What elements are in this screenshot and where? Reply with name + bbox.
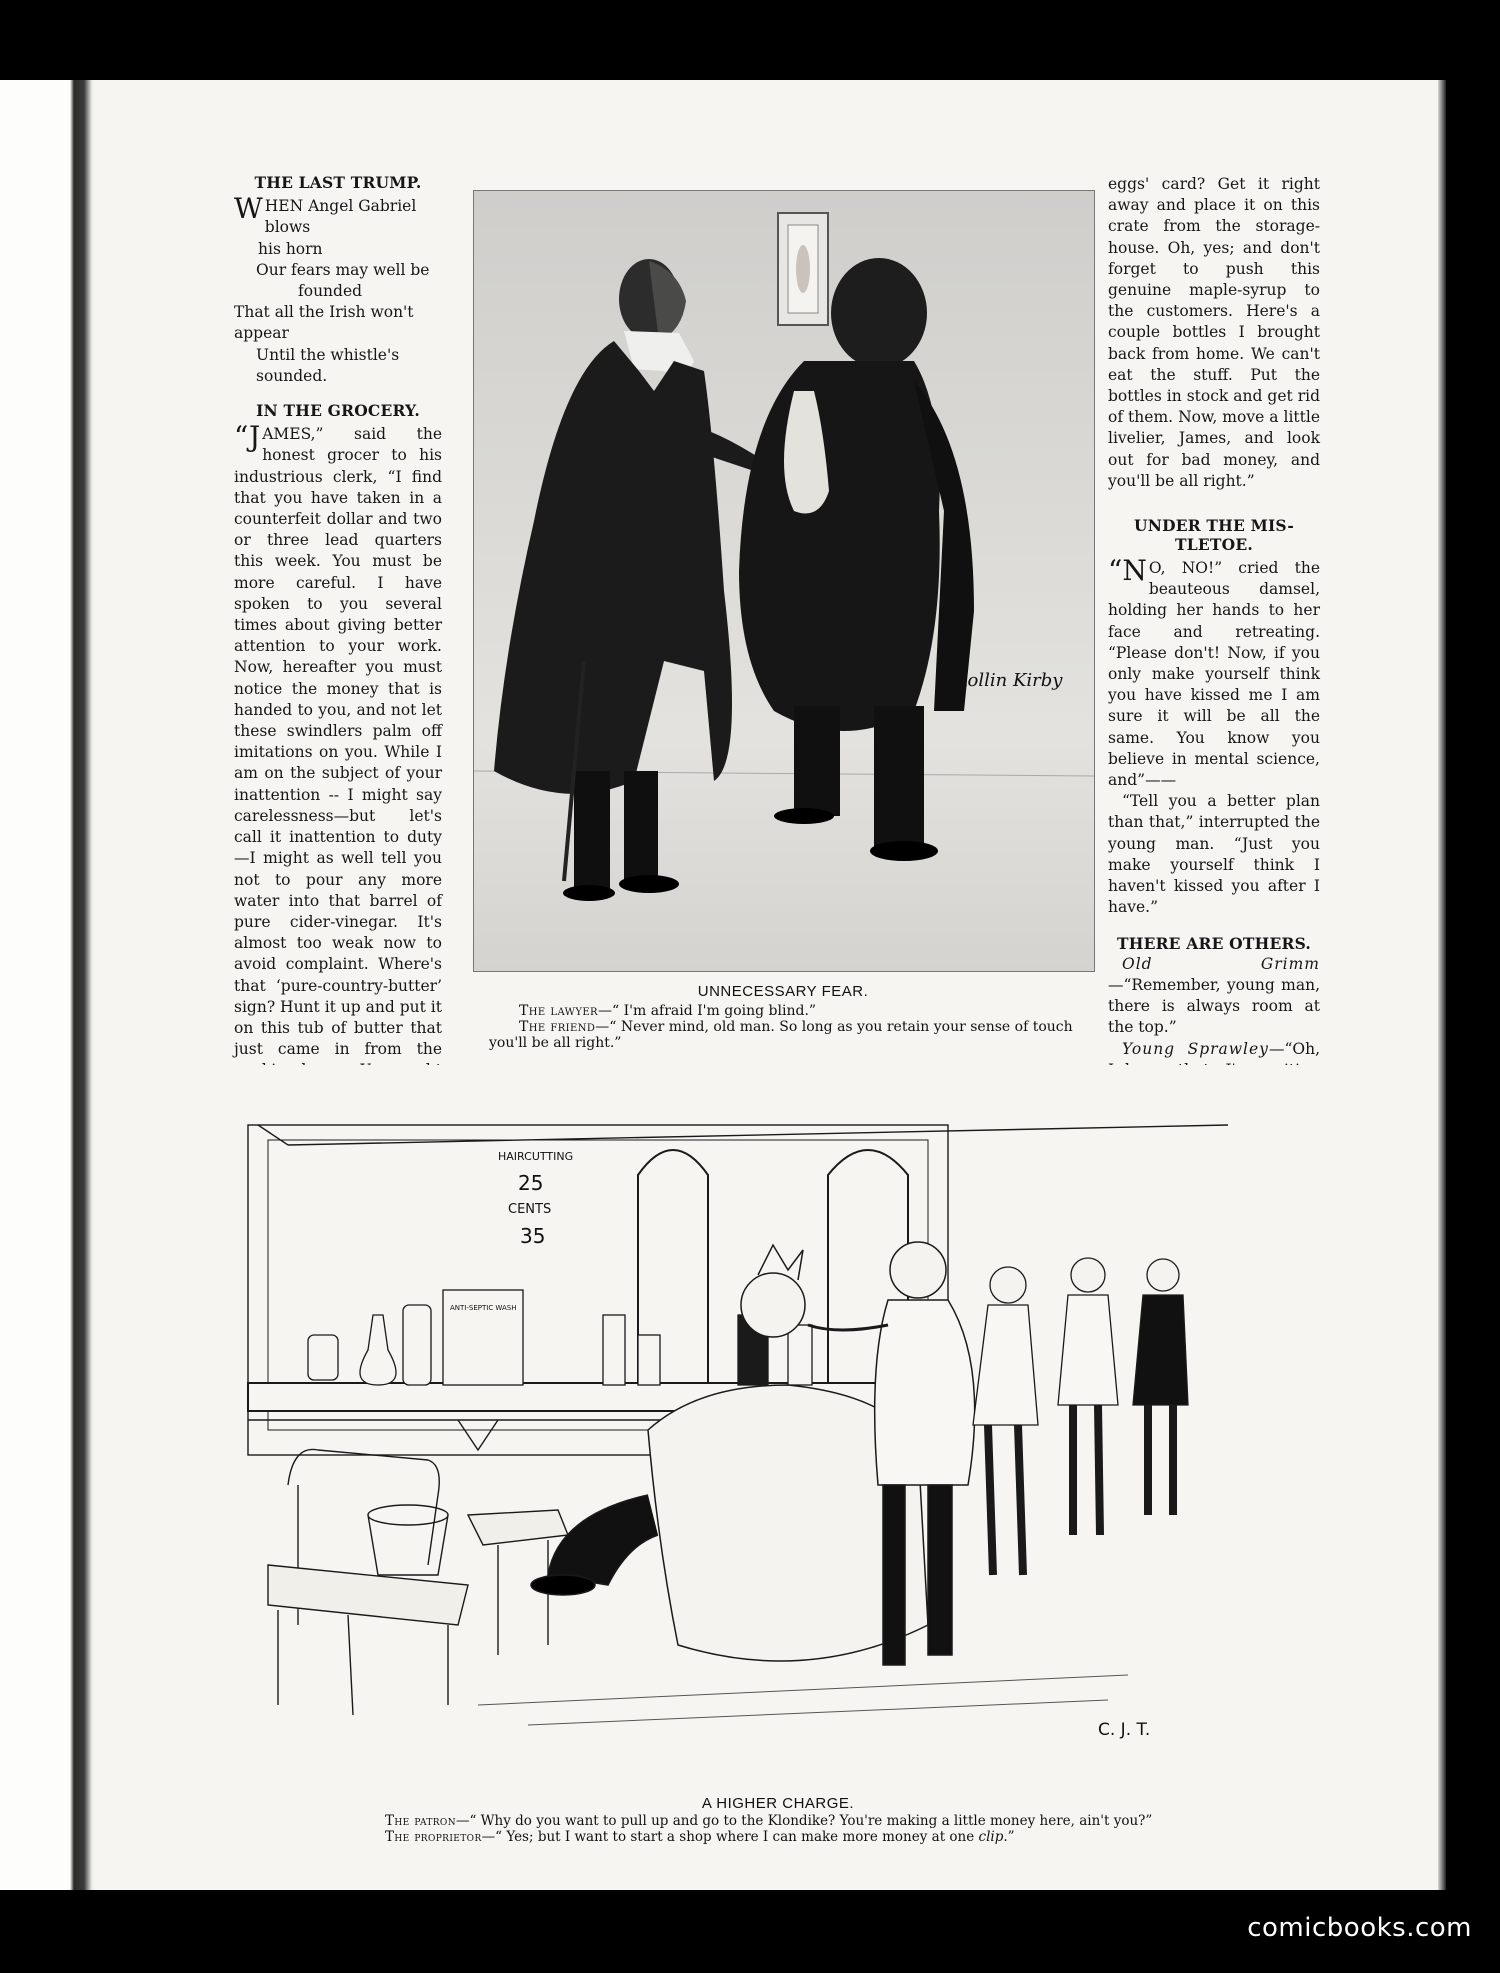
dropcap: W	[234, 192, 263, 226]
barbershop-drawing	[228, 1065, 1328, 1760]
unnecessary-fear-illustration	[473, 190, 1095, 972]
bottom-caption-title: A HIGHER CHARGE.	[701, 1795, 855, 1812]
svg-text:25: 25	[518, 1171, 544, 1195]
svg-text:35: 35	[520, 1224, 546, 1248]
grocery-heading: IN THE GROCERY.	[256, 401, 420, 421]
last-trump-poem: WHEN Angel Gabriel blows his horn Our fears may well be founded That all the Irish won't appear Until the whistle's sounded.	[234, 192, 430, 385]
top-caption-title: UNNECESSARY FEAR.	[697, 983, 869, 1000]
dropcap: “J	[234, 420, 261, 454]
artist-signature: Rollin Kirby	[954, 670, 1063, 691]
page-edge	[1438, 80, 1446, 1890]
bottom-caption-line1: The patron—“ Why do you want to pull up and go to the Klondike? You're making a little money here, ain't you?”	[385, 1813, 1153, 1829]
mistletoe-heading: UNDER THE MIS- TLETOE.	[1133, 516, 1294, 555]
bottles-icon	[308, 1290, 812, 1385]
illustration-drawing	[474, 191, 1094, 971]
others-text2: Young Sprawley—“Oh,	[1122, 1039, 1320, 1058]
top-caption-line1: The lawyer—“ I'm afraid I'm going blind.”	[519, 1003, 817, 1019]
top-caption-line2: The friend—“ Never mind, old man. So long as you retain your sense of touch	[519, 1019, 1073, 1035]
higher-charge-illustration	[228, 1065, 1328, 1760]
dropcap: “N	[1108, 554, 1147, 588]
last-trump-heading: THE LAST TRUMP.	[254, 173, 422, 192]
svg-text:ANTI-SEPTIC WASH: ANTI-SEPTIC WASH	[450, 1304, 517, 1312]
svg-text:HAIRCUTTING: HAIRCUTTING	[498, 1150, 574, 1163]
grocery-continuation: eggs' card? Get it right away and place it on this crate from the storage-house. Oh, yes; and don't forget to push this genuine maple-syrup to the customers. Here's a couple bottles I brought back from home. We can't eat the stuff. Put the bottles in stock and get rid of them. Now, move a little livelier, James, and look out for bad money, and you'll be all right.”	[1108, 175, 1320, 490]
binding-spine	[0, 80, 95, 1890]
artist-signature: C. J. T.	[1098, 1720, 1151, 1740]
wall-picture-icon	[778, 213, 828, 325]
mistletoe-text2: “Tell you a better plan than that,” interrupted the young man. “Just you make yourself think I haven't kissed you after I have.”	[1108, 792, 1320, 917]
svg-text:CENTS: CENTS	[508, 1202, 552, 1217]
right-column	[1108, 174, 1320, 1102]
customer-figure	[531, 1245, 928, 1661]
top-caption-line3: you'll be all right.”	[489, 1035, 622, 1051]
others-text1: Old Grimm—“Remember, young man, there is always room at the top.”	[1108, 954, 1320, 1037]
left-column	[234, 172, 442, 1166]
others-heading: THERE ARE OTHERS.	[1116, 933, 1312, 953]
background-figures	[973, 1258, 1188, 1575]
site-watermark: comicbooks.com	[1247, 1913, 1472, 1943]
mistletoe-text: “N O, NO!” cried the beauteous damsel, holding her hands to her face and retreating. “Please don't! Now, if you only make yourself think you have kissed me I am sure it will be all the same. You know you believe in mental science, and”——	[1108, 554, 1320, 790]
price-sign-icon	[498, 1150, 573, 1248]
grocery-text: “JAMES,” said the honest grocer to his industrious clerk, “I find that you have taken in a counterfeit dollar and two or three lead quarters this week. You must be more careful. I have spoken to you several times about giving better attention to your work. Now, hereafter you must notice the money that is handed to you, and not let these swindlers palm off imitations on you. While I am on the subject of your inattention -- I might say carelessness—but let's call it inattention to duty—I might as well tell you not to pour any more water into that barrel of pure cider-vinegar. It's almost too weak now to avoid complaint. Where's that ‘pure-country-butter’ sign? Hunt it up and put it on this tub of butter that just came in from the	[234, 420, 442, 1059]
bottom-caption-line2: The proprietor—“ Yes; but I want to start a shop where I can make more money at one clip.”	[385, 1829, 1015, 1845]
